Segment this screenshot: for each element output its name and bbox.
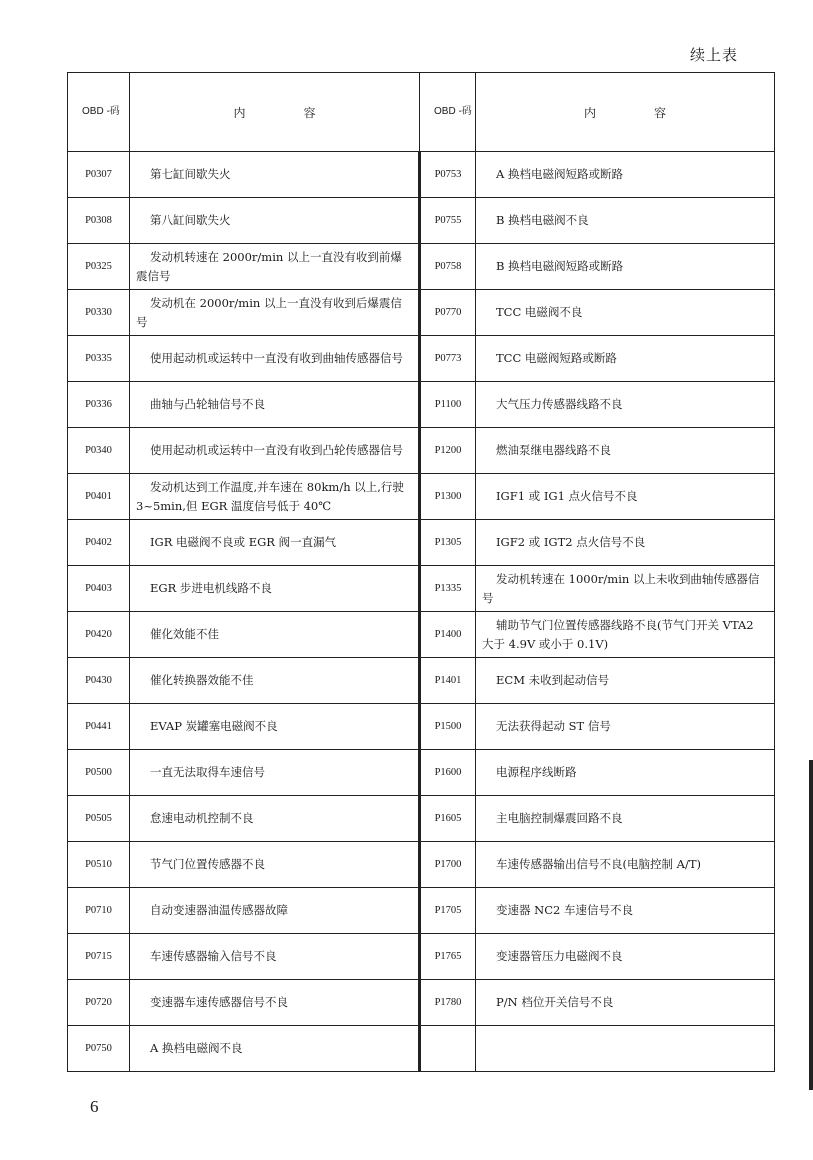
table-row	[68, 888, 775, 934]
left-description-cell: 使用起动机或运转中一直没有收到曲轴传感器信号	[130, 336, 420, 382]
continued-label: 续上表	[690, 46, 739, 64]
left-description-cell: 使用起动机或运转中一直没有收到凸轮传感器信号	[130, 428, 420, 474]
left-description-cell: A 换档电磁阀不良	[130, 1026, 420, 1072]
right-description-cell: A 换档电磁阀短路或断路	[476, 152, 775, 198]
table-row	[68, 1026, 775, 1072]
right-description-cell: 大气压力传感器线路不良	[476, 382, 775, 428]
table-row	[68, 244, 775, 290]
left-description-cell: IGR 电磁阀不良或 EGR 阀一直漏气	[130, 520, 420, 566]
page-number: 6	[90, 1097, 99, 1116]
table-row	[68, 658, 775, 704]
table-row	[68, 842, 775, 888]
table-row	[68, 152, 775, 198]
right-description-cell: TCC 电磁阀短路或断路	[476, 336, 775, 382]
left-code-cell: P0430	[68, 658, 130, 704]
table-row	[68, 382, 775, 428]
table-row	[68, 520, 775, 566]
table-header-row	[68, 73, 775, 152]
right-description-cell: 变速器管压力电磁阀不良	[476, 934, 775, 980]
right-code-cell: P0773	[420, 336, 476, 382]
table-row	[68, 290, 775, 336]
right-code-cell: P0758	[420, 244, 476, 290]
left-code-cell: P0510	[68, 842, 130, 888]
table-row	[68, 934, 775, 980]
table-row	[68, 704, 775, 750]
right-code-cell: P1500	[420, 704, 476, 750]
left-description-cell: 变速器车速传感器信号不良	[130, 980, 420, 1026]
left-code-cell: P0441	[68, 704, 130, 750]
right-description-cell: 主电脑控制爆震回路不良	[476, 796, 775, 842]
right-code-cell: P1100	[420, 382, 476, 428]
left-code-cell: P0750	[68, 1026, 130, 1072]
left-code-cell: P0308	[68, 198, 130, 244]
left-code-cell: P0401	[68, 474, 130, 520]
right-code-cell: P0770	[420, 290, 476, 336]
left-code-cell: P0500	[68, 750, 130, 796]
left-description-cell: 发动机转速在 2000r/min 以上一直没有收到前爆震信号	[130, 244, 420, 290]
header-content-right: 内容	[476, 73, 775, 152]
left-code-cell: P0335	[68, 336, 130, 382]
left-code-cell: P0330	[68, 290, 130, 336]
left-description-cell: 自动变速器油温传感器故障	[130, 888, 420, 934]
table-row	[68, 980, 775, 1026]
right-description-cell: TCC 电磁阀不良	[476, 290, 775, 336]
left-code-cell: P0715	[68, 934, 130, 980]
right-description-cell: 发动机转速在 1000r/min 以上未收到曲轴传感器信号	[476, 566, 775, 612]
left-description-cell: 一直无法取得车速信号	[130, 750, 420, 796]
table-row	[68, 750, 775, 796]
right-code-cell: P1300	[420, 474, 476, 520]
left-description-cell: 催化效能不佳	[130, 612, 420, 658]
right-code-cell: P0753	[420, 152, 476, 198]
right-code-cell	[420, 1026, 476, 1072]
table-row	[68, 474, 775, 520]
left-code-cell: P0336	[68, 382, 130, 428]
right-code-cell: P1780	[420, 980, 476, 1026]
left-code-cell: P0720	[68, 980, 130, 1026]
left-code-cell: P0340	[68, 428, 130, 474]
left-code-cell: P0325	[68, 244, 130, 290]
right-code-cell: P1335	[420, 566, 476, 612]
obd-code-table	[67, 72, 775, 1072]
left-description-cell: 车速传感器输入信号不良	[130, 934, 420, 980]
right-code-cell: P1605	[420, 796, 476, 842]
right-description-cell: ECM 未收到起动信号	[476, 658, 775, 704]
right-description-cell: 辅助节气门位置传感器线路不良(节气门开关 VTA2 大于 4.9V 或小于 0.1V)	[476, 612, 775, 658]
table-body	[68, 152, 775, 1072]
right-code-cell: P1305	[420, 520, 476, 566]
right-code-cell: P1700	[420, 842, 476, 888]
left-description-cell: 第八缸间歇失火	[130, 198, 420, 244]
left-code-cell: P0403	[68, 566, 130, 612]
scan-edge-mark	[809, 760, 813, 1090]
left-code-cell: P0307	[68, 152, 130, 198]
right-description-cell: 燃油泵继电器线路不良	[476, 428, 775, 474]
right-code-cell: P1401	[420, 658, 476, 704]
left-code-cell: P0402	[68, 520, 130, 566]
right-code-cell: P1600	[420, 750, 476, 796]
table-row	[68, 428, 775, 474]
right-description-cell	[476, 1026, 775, 1072]
right-code-cell: P1705	[420, 888, 476, 934]
table-row	[68, 566, 775, 612]
left-code-cell: P0505	[68, 796, 130, 842]
right-description-cell: IGF2 或 IGT2 点火信号不良	[476, 520, 775, 566]
right-description-cell: B 换档电磁阀不良	[476, 198, 775, 244]
right-description-cell: 车速传感器输出信号不良(电脑控制 A/T)	[476, 842, 775, 888]
right-description-cell: 无法获得起动 ST 信号	[476, 704, 775, 750]
left-description-cell: 发动机在 2000r/min 以上一直没有收到后爆震信号	[130, 290, 420, 336]
header-code-right: OBD -码	[420, 73, 476, 152]
right-description-cell: B 换档电磁阀短路或断路	[476, 244, 775, 290]
left-description-cell: 催化转换器效能不佳	[130, 658, 420, 704]
left-code-cell: P0420	[68, 612, 130, 658]
left-code-cell: P0710	[68, 888, 130, 934]
left-description-cell: EVAP 炭罐塞电磁阀不良	[130, 704, 420, 750]
table-row	[68, 336, 775, 382]
left-description-cell: 第七缸间歇失火	[130, 152, 420, 198]
right-code-cell: P1765	[420, 934, 476, 980]
header-content-left: 内容	[130, 73, 420, 152]
right-description-cell: 变速器 NC2 车速信号不良	[476, 888, 775, 934]
left-description-cell: 节气门位置传感器不良	[130, 842, 420, 888]
left-description-cell: EGR 步进电机线路不良	[130, 566, 420, 612]
table-row	[68, 796, 775, 842]
left-description-cell: 曲轴与凸轮轴信号不良	[130, 382, 420, 428]
table-row	[68, 612, 775, 658]
header-code-left: OBD -码	[68, 73, 130, 152]
left-description-cell: 发动机达到工作温度,并车速在 80km/h 以上,行驶 3~5min,但 EGR 温度信号低于 40℃	[130, 474, 420, 520]
right-description-cell: 电源程序线断路	[476, 750, 775, 796]
right-code-cell: P1200	[420, 428, 476, 474]
right-description-cell: IGF1 或 IG1 点火信号不良	[476, 474, 775, 520]
right-code-cell: P0755	[420, 198, 476, 244]
right-description-cell: P/N 档位开关信号不良	[476, 980, 775, 1026]
left-description-cell: 怠速电动机控制不良	[130, 796, 420, 842]
table-row	[68, 198, 775, 244]
right-code-cell: P1400	[420, 612, 476, 658]
